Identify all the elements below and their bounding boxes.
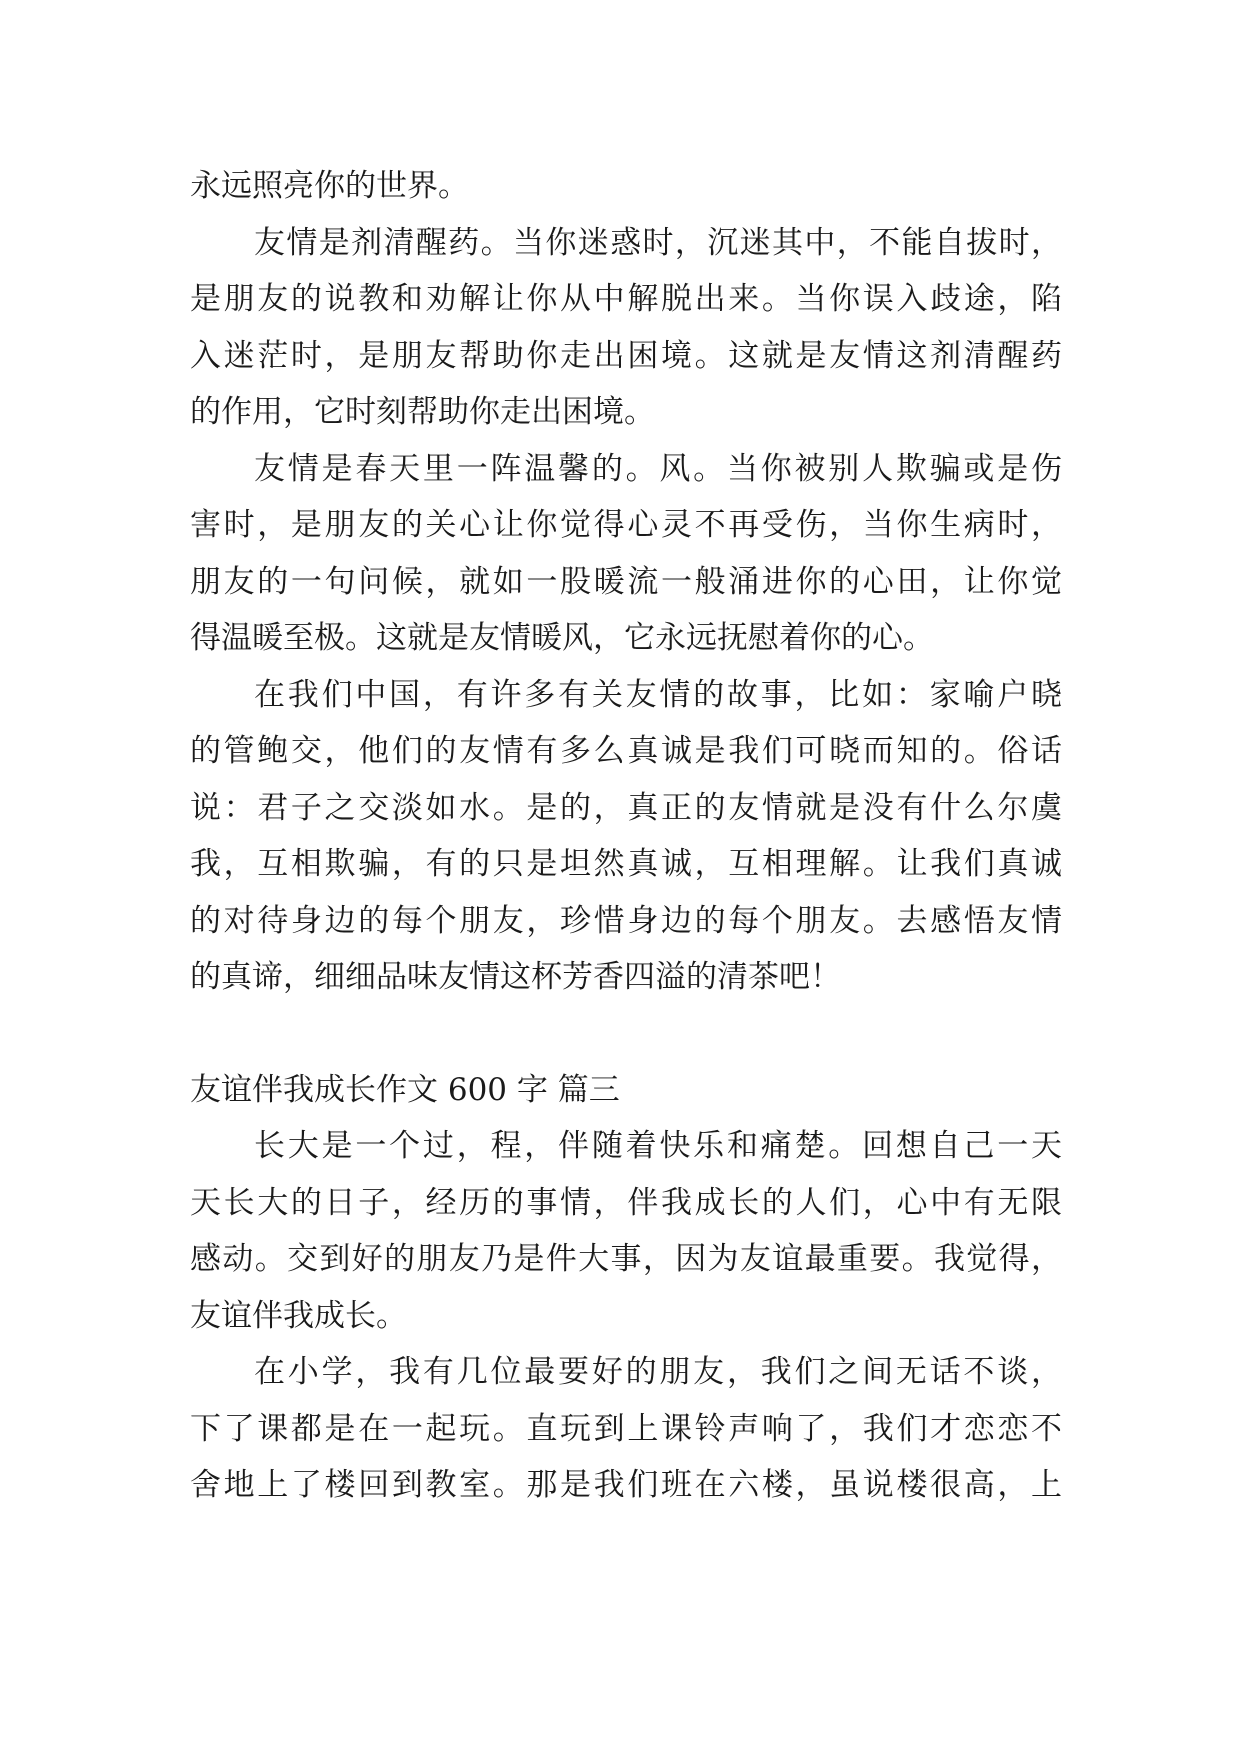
paragraph-line: 的真谛，细细品味友情这杯芳香四溢的清茶吧！ bbox=[190, 959, 841, 995]
paragraph-line: 说：君子之交淡如水。是的，真正的友情就是没有什么尔虞 bbox=[190, 789, 1062, 826]
paragraph-line: 长大是一个过，程，伴随着快乐和痛楚。回想自己一天 bbox=[254, 1128, 1062, 1164]
paragraph-line: 下了课都是在一起玩。直玩到上课铃声响了，我们才恋恋不 bbox=[190, 1410, 1062, 1447]
paragraph-line: 的作用，它时刻帮助你走出困境。 bbox=[190, 394, 655, 430]
paragraph-line: 害时，是朋友的关心让你觉得心灵不再受伤，当你生病时， bbox=[190, 507, 1062, 543]
paragraph-line: 友情是春天里一阵温馨的。风。当你被别人欺骗或是伤 bbox=[254, 450, 1062, 487]
paragraph-line: 舍地上了楼回到教室。那是我们班在六楼，虽说楼很高，上 bbox=[190, 1467, 1062, 1503]
paragraph-line: 得温暖至极。这就是友情暖风，它永远抚慰着你的心。 bbox=[190, 620, 934, 656]
section-heading: 友谊伴我成长作文 600 字 篇三 bbox=[190, 1071, 620, 1108]
paragraph-line: 友谊伴我成长。 bbox=[190, 1297, 407, 1334]
paragraph-line: 友情是剂清醒药。当你迷惑时，沉迷其中，不能自拔时， bbox=[254, 224, 1062, 261]
paragraph-line: 天长大的日子，经历的事情，伴我成长的人们，心中有无限 bbox=[190, 1184, 1062, 1221]
paragraph-line: 的对待身边的每个朋友，珍惜身边的每个朋友。去感悟友情 bbox=[190, 902, 1062, 939]
paragraph-line: 朋友的一句问候，就如一股暖流一般涌进你的心田，让你觉 bbox=[190, 563, 1062, 600]
paragraph-line: 在小学，我有几位最要好的朋友，我们之间无话不谈， bbox=[254, 1354, 1062, 1390]
paragraph-line: 在我们中国，有许多有关友情的故事，比如：家喻户晓 bbox=[254, 676, 1062, 713]
paragraph-line: 我，互相欺骗，有的只是坦然真诚，互相理解。让我们真诚 bbox=[190, 846, 1062, 882]
paragraph-line: 永远照亮你的世界。 bbox=[190, 168, 469, 204]
paragraph-line: 入迷茫时，是朋友帮助你走出困境。这就是友情这剂清醒药 bbox=[190, 337, 1062, 374]
paragraph-line: 的管鲍交，他们的友情有多么真诚是我们可晓而知的。俗话 bbox=[190, 733, 1062, 769]
paragraph-line: 是朋友的说教和劝解让你从中解脱出来。当你误入歧途，陷 bbox=[190, 281, 1062, 317]
document-body bbox=[190, 158, 1062, 1514]
paragraph-line: 感动。交到好的朋友乃是件大事，因为友谊最重要。我觉得， bbox=[190, 1241, 1062, 1277]
